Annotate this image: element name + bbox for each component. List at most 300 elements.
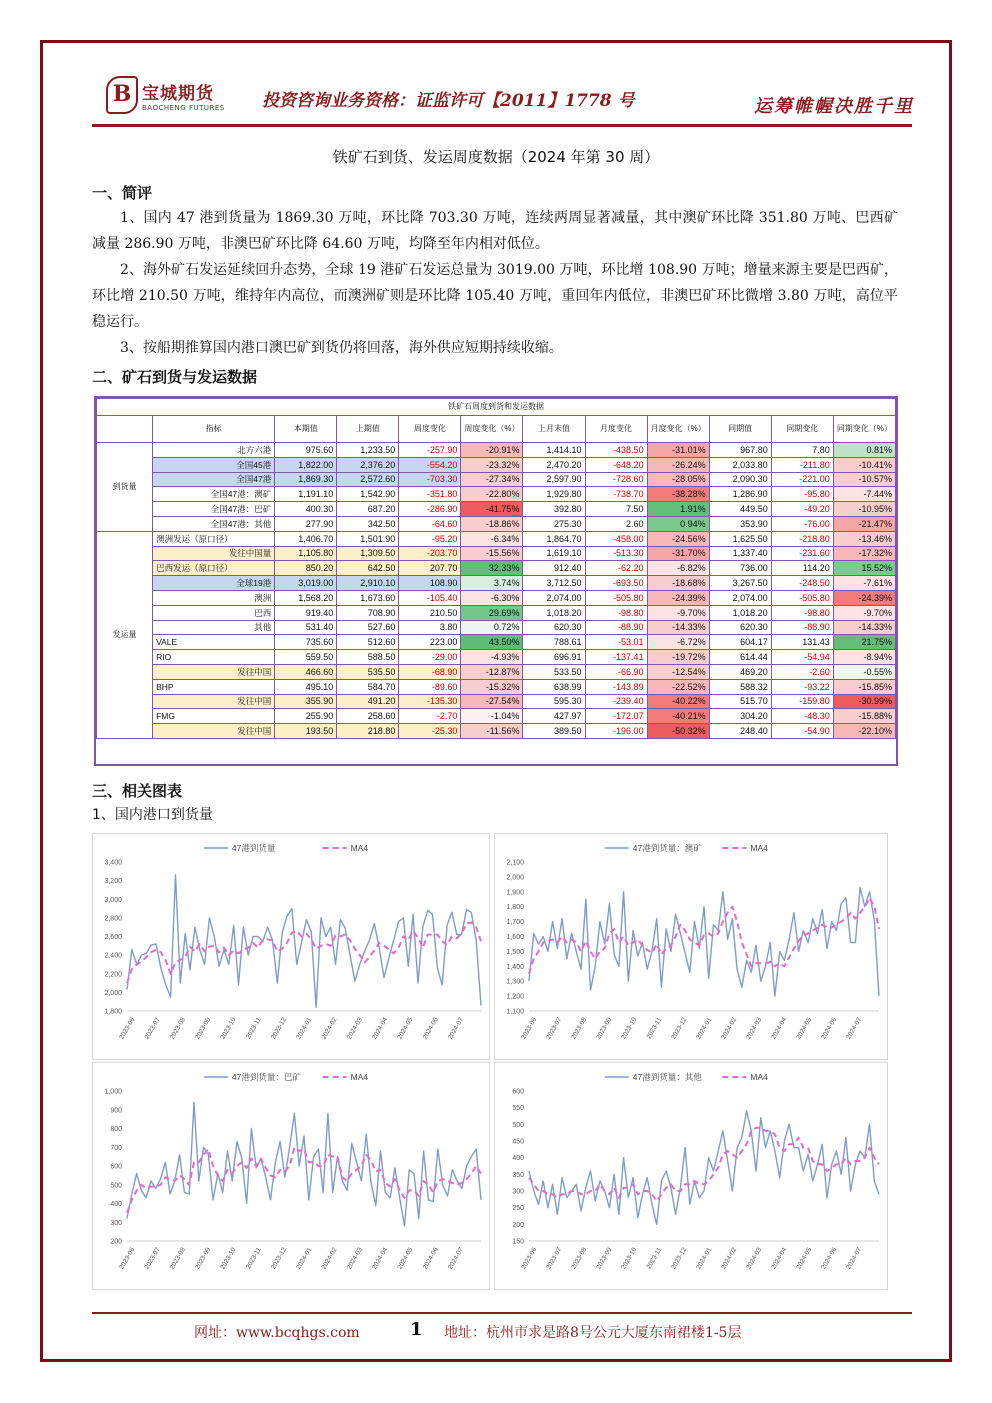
x-tick-label: 2024-06 [421,1246,440,1271]
legend-label: MA4 [350,1072,369,1082]
table-cell: 114.20 [771,561,833,576]
iron-ore-weekly-table [96,398,896,739]
table-cell: -143.89 [585,679,647,694]
group-arrival: 到货量 [97,443,153,532]
table-cell: -30.99% [833,694,895,709]
document-title: 铁矿石到货、发运周度数据（2024 年第 30 周） [332,148,660,166]
x-tick-label: 2023-11 [645,1246,664,1271]
page-header [92,72,912,126]
x-tick-label: 2023-09 [194,1246,213,1271]
y-tick-label: 1,100 [506,1008,524,1016]
y-tick-label: 1,200 [506,993,524,1001]
logo-mark-icon: B [106,76,138,114]
x-tick-label: 2024-02 [320,1016,339,1041]
table-cell: -98.80 [771,605,833,620]
table-cell: -26.24% [647,457,709,472]
section1-body [92,205,898,361]
table-cell: -6.82% [647,561,709,576]
table-cell: -2.60 [771,664,833,679]
y-tick-label: 500 [512,1121,524,1129]
table-row [97,457,896,472]
table-cell: -27.34% [461,472,523,487]
table-cell: -31.01% [647,443,709,458]
col-header: 同期变化 [771,416,833,443]
table-cell: 3,712.50 [523,576,585,591]
x-tick-label: 2023-08 [570,1016,589,1041]
x-tick-label: 2023-12 [670,1246,689,1271]
table-cell: -54.94 [771,650,833,665]
table-cell: -10.95% [833,502,895,517]
table-cell: -24.39% [647,590,709,605]
table-cell: 1,191.10 [275,487,337,502]
y-tick-label: 1,900 [506,889,524,897]
y-tick-label: 1,500 [506,948,524,956]
table-cell: 512.60 [337,635,399,650]
table-cell: 1,309.50 [337,546,399,561]
table-cell: 1,018.20 [709,605,771,620]
table-cell: -438.50 [585,443,647,458]
table-row [97,546,896,561]
table-row [97,561,896,576]
table-cell: -14.33% [833,620,895,635]
table-cell: -15.85% [833,679,895,694]
table-cell: 469.20 [709,664,771,679]
table-cell: -95.80 [771,487,833,502]
table-cell: -38.28% [647,487,709,502]
series-line-main [127,875,481,1007]
table-cell: 7.50 [585,502,647,517]
row-indicator: 北方六港 [153,443,275,458]
x-tick-label: 2024-06 [820,1246,839,1271]
table-cell: -18.86% [461,516,523,531]
table-cell: -218.80 [771,531,833,546]
y-tick-label: 1,800 [506,904,524,912]
table-cell: 1,542.90 [337,487,399,502]
table-cell: 218.80 [337,724,399,739]
x-tick-label: 2024-02 [720,1016,739,1041]
table-cell: 515.70 [709,694,771,709]
table-cell: -22.52% [647,679,709,694]
table-cell: 400.30 [275,502,337,517]
table-cell: 3,019.00 [275,576,337,591]
table-cell: 0.81% [833,443,895,458]
table-cell: 2.60 [585,516,647,531]
section3-sub1 [92,802,898,828]
table-cell: -221.00 [771,472,833,487]
table-row [97,590,896,605]
x-tick-label: 2023-12 [270,1016,289,1041]
chart-arrivals-aus [494,833,888,1060]
comment-para-2: 2、海外矿石发运延续回升态势，全球 19 港矿石发运总量为 3019.00 万吨，环比增 108.90 万吨；增量来源主要是巴西矿，环比增 210.50 万吨，维持年内高位，而澳洲矿则是环比降 105.40 万吨，重回年内低位，非澳巴矿环比微增 3.80 万吨，高位平稳运行。 [92,262,898,330]
table-cell: 588.50 [337,650,399,665]
y-tick-label: 1,400 [506,963,524,971]
table-cell: 43.50% [461,635,523,650]
table-cell: -8.94% [833,650,895,665]
y-tick-label: 550 [512,1105,524,1113]
table-cell: 638.99 [523,679,585,694]
table-cell: 392.80 [523,502,585,517]
table-cell: -14.33% [647,620,709,635]
x-tick-label: 2024-05 [795,1246,814,1271]
table-cell: -7.44% [833,487,895,502]
y-tick-label: 1,600 [506,934,524,941]
group-shipping: 发运量 [97,531,153,738]
table-row [97,694,896,709]
table-cell: -137.41 [585,650,647,665]
x-tick-label: 2023-07 [143,1246,162,1271]
table-cell: 1,869.30 [275,472,337,487]
table-cell: -41.75% [461,502,523,517]
legend-label: MA4 [750,843,768,853]
y-tick-label: 300 [110,1219,122,1227]
y-tick-label: 2,000 [104,989,122,997]
x-tick-label: 2023-07 [545,1246,564,1271]
table-cell: -196.00 [585,724,647,739]
table-cell: -25.30 [399,724,461,739]
x-tick-label: 2023-06 [520,1246,539,1271]
table-cell: -13.46% [833,531,895,546]
table-cell: -18.68% [647,576,709,591]
row-indicator: 巴西发运（原口径） [153,561,275,576]
table-row [97,443,896,458]
header-divider [92,124,912,127]
table-cell: 258.60 [337,709,399,724]
table-cell: 1,864.70 [523,531,585,546]
legend-label: 47港到货量 [231,843,276,853]
table-cell: 2,470.20 [523,457,585,472]
table-cell: 2,910.10 [337,576,399,591]
x-tick-label: 2023-12 [270,1246,289,1271]
x-tick-label: 2023-09 [595,1016,614,1041]
y-tick-label: 500 [110,1182,122,1190]
row-indicator: 澳洲发运（原口径） [153,531,275,546]
table-row [97,724,896,739]
legend-label: 47港到货量：澳矿 [632,843,702,853]
table-cell: -231.60 [771,546,833,561]
series-line-main [127,1102,481,1226]
row-indicator: 全国47港：澳矿 [153,487,275,502]
table-cell: -648.20 [585,457,647,472]
table-cell: -15.88% [833,709,895,724]
x-tick-label: 2023-11 [244,1016,263,1041]
table-row [97,576,896,591]
table-cell: -10.41% [833,457,895,472]
table-cell: 1,501.90 [337,531,399,546]
y-tick-label: 600 [512,1088,524,1096]
table-cell: 193.50 [275,724,337,739]
table-cell: 696.91 [523,650,585,665]
table-cell: 584.70 [337,679,399,694]
x-tick-label: 2024-05 [396,1016,415,1041]
row-indicator: VALE [153,635,275,650]
table-cell: 3,267.50 [709,576,771,591]
x-tick-label: 2024-04 [770,1246,789,1271]
table-cell: -98.80 [585,605,647,620]
table-row [97,679,896,694]
table-cell: 29.69% [461,605,523,620]
table-cell: -554.20 [399,457,461,472]
table-cell: -49.20 [771,502,833,517]
x-tick-label: 2023-09 [595,1246,614,1271]
row-indicator: 全国47港：巴矿 [153,502,275,517]
table-cell: 355.90 [275,694,337,709]
logo-en: BAOCHENG FUTURES [142,103,225,112]
table-cell: -286.90 [399,502,461,517]
y-tick-label: 800 [110,1126,122,1133]
x-tick-label: 2024-02 [320,1246,339,1271]
row-indicator: BHP [153,679,275,694]
table-cell: -19.72% [647,650,709,665]
table-cell: -239.40 [585,694,647,709]
table-cell: -505.80 [585,590,647,605]
x-tick-label: 2024-07 [845,1246,864,1271]
y-tick-label: 3,000 [104,896,122,904]
y-tick-label: 900 [110,1107,122,1115]
table-cell: 912.40 [523,561,585,576]
table-cell: -6.30% [461,590,523,605]
table-cell: 2,090.30 [709,472,771,487]
table-cell: 1,625.50 [709,531,771,546]
x-tick-label: 2024-01 [695,1246,714,1271]
table-cell: -27.54% [461,694,523,709]
table-cell: 975.60 [275,443,337,458]
company-logo [106,76,225,114]
table-row [97,472,896,487]
table-cell: 1,568.20 [275,590,337,605]
x-tick-label: 2024-05 [396,1246,415,1271]
legend-label: MA4 [350,843,369,853]
table-cell: -50.32% [647,724,709,739]
x-tick-label: 2024-04 [770,1016,789,1041]
table-row [97,516,896,531]
col-header: 周度变化（%） [461,416,523,443]
table-cell: 535.50 [337,664,399,679]
table-cell: -23.32% [461,457,523,472]
data-table-frame [94,396,898,766]
table-cell: -15.32% [461,679,523,694]
table-cell: 588.32 [709,679,771,694]
table-cell: 1,822.00 [275,457,337,472]
x-tick-label: 2024-04 [371,1016,390,1041]
table-cell: 466.60 [275,664,337,679]
table-cell: -12.54% [647,664,709,679]
legend-label: 47港到货量：其他 [632,1072,702,1082]
x-tick-label: 2023-07 [545,1016,564,1041]
table-cell: -95.20 [399,531,461,546]
table-cell: 7.80 [771,443,833,458]
section1-heading: 一、简评 [92,184,153,202]
y-tick-label: 350 [512,1171,524,1179]
table-cell: -135.30 [399,694,461,709]
table-cell: -703.30 [399,472,461,487]
table-cell: -248.50 [771,576,833,591]
table-cell: -738.70 [585,487,647,502]
table-cell: 736.00 [709,561,771,576]
y-tick-label: 2,200 [104,971,122,979]
row-indicator: 澳洲 [153,590,275,605]
table-cell: -11.56% [461,724,523,739]
table-row [97,664,896,679]
footer-divider [92,1312,912,1314]
table-cell: -693.50 [585,576,647,591]
table-cell: -458.00 [585,531,647,546]
footer-website[interactable]: 网址：www.bcqhgs.com [194,1325,360,1341]
x-tick-label: 2023-12 [670,1016,689,1041]
table-cell: -29.00 [399,650,461,665]
table-cell: 131.43 [771,635,833,650]
x-tick-label: 2024-06 [820,1016,839,1041]
table-cell: -257.90 [399,443,461,458]
col-header: 月度变化（%） [647,416,709,443]
table-cell: 604.17 [709,635,771,650]
table-cell: 304.20 [709,709,771,724]
x-tick-label: 2023-10 [620,1016,639,1041]
table-cell: -89.60 [399,679,461,694]
x-tick-label: 2024-02 [720,1246,739,1271]
table-cell: 708.90 [337,605,399,620]
x-tick-label: 2024-01 [695,1016,714,1041]
table-cell: 353.90 [709,516,771,531]
table-cell: 15.52% [833,561,895,576]
x-tick-label: 2024-07 [447,1016,466,1041]
x-tick-label: 2023-06 [520,1016,539,1041]
table-cell: -6.72% [647,635,709,650]
table-cell: 642.50 [337,561,399,576]
table-cell: 491.20 [337,694,399,709]
table-row [97,605,896,620]
row-indicator: 发往中国 [153,724,275,739]
y-tick-label: 2,400 [104,952,122,960]
row-indicator: 全国47港 [153,472,275,487]
table-cell: 735.60 [275,635,337,650]
section3-heading: 三、相关图表 [92,782,183,800]
table-cell: 0.72% [461,620,523,635]
table-cell: 2,074.00 [709,590,771,605]
table-row [97,531,896,546]
table-cell: -22.10% [833,724,895,739]
table-cell: 919.40 [275,605,337,620]
table-cell: 2,572.60 [337,472,399,487]
table-cell: -24.39% [833,590,895,605]
y-tick-label: 1,000 [104,1088,122,1096]
sub1-label: 1、国内港口到货量 [92,807,213,823]
table-cell: 275.30 [523,516,585,531]
table-cell: 248.40 [709,724,771,739]
table-cell: -40.22% [647,694,709,709]
y-tick-label: 200 [512,1221,524,1229]
page-number: 1 [410,1319,423,1340]
table-cell: 1,414.10 [523,443,585,458]
table-cell: -0.55% [833,664,895,679]
y-tick-label: 400 [110,1201,122,1208]
table-cell: 1.91% [647,502,709,517]
table-cell: 3.74% [461,576,523,591]
x-tick-label: 2023-07 [143,1016,162,1041]
table-cell: 3.80 [399,620,461,635]
x-tick-label: 2023-10 [219,1246,238,1271]
table-cell: -62.20 [585,561,647,576]
row-indicator: 全国45港 [153,457,275,472]
table-cell: -7.61% [833,576,895,591]
x-tick-label: 2024-01 [295,1246,314,1271]
x-tick-label: 2024-06 [421,1016,440,1041]
table-cell: 223.00 [399,635,461,650]
table-cell: 210.50 [399,605,461,620]
table-cell: -68.90 [399,664,461,679]
x-tick-label: 2024-03 [345,1246,364,1271]
x-tick-label: 2023-11 [645,1016,664,1041]
table-cell: -22.80% [461,487,523,502]
series-line-main [529,887,879,996]
table-cell: 108.90 [399,576,461,591]
table-cell: -4.93% [461,650,523,665]
table-cell: 595.30 [523,694,585,709]
section2-heading: 二、矿石到货与发运数据 [92,368,258,386]
col-header-group [97,416,153,443]
x-tick-label: 2023-06 [118,1246,137,1271]
table-cell: 1,286.90 [709,487,771,502]
table-cell: 687.20 [337,502,399,517]
x-tick-label: 2024-04 [371,1246,390,1271]
slogan-text: 运筹帷幄决胜千里 [754,96,914,117]
table-cell: -88.90 [771,620,833,635]
y-tick-label: 150 [512,1238,524,1246]
table-cell: 207.70 [399,561,461,576]
x-tick-label: 2024-07 [447,1246,466,1271]
table-cell: -15.56% [461,546,523,561]
table-cell: 2,033.80 [709,457,771,472]
table-cell: 21.75% [833,635,895,650]
table-cell: 2,376.20 [337,457,399,472]
col-header: 月度变化 [585,416,647,443]
table-cell: -728.60 [585,472,647,487]
table-cell: 1,105.80 [275,546,337,561]
x-tick-label: 2023-08 [168,1246,187,1271]
table-cell: 32.33% [461,561,523,576]
table-cell: 342.50 [337,516,399,531]
table-title: 铁矿石周度到货和发运数据 [97,399,896,416]
comment-para-3: 3、按船期推算国内港口澳巴矿到货仍将回落，海外供应短期持续收缩。 [120,340,563,356]
table-cell: -88.90 [585,620,647,635]
table-cell: 614.44 [709,650,771,665]
table-cell: 1,337.40 [709,546,771,561]
table-cell: -17.32% [833,546,895,561]
row-indicator: 发往中国 [153,664,275,679]
table-cell: -54.90 [771,724,833,739]
table-cell: -351.80 [399,487,461,502]
col-header: 上期值 [337,416,399,443]
x-tick-label: 2023-10 [219,1016,238,1041]
logo-cn: 宝城期货 [142,83,214,104]
table-cell: 1,619.10 [523,546,585,561]
x-tick-label: 2023-09 [194,1016,213,1041]
legend-label: MA4 [750,1072,768,1082]
y-tick-label: 300 [512,1188,524,1196]
table-cell: 527.60 [337,620,399,635]
y-tick-label: 2,600 [104,934,122,941]
table-cell: -9.70% [647,605,709,620]
table-cell: -513.30 [585,546,647,561]
table-cell: 620.30 [523,620,585,635]
table-cell: 788.61 [523,635,585,650]
row-indicator: 巴西 [153,605,275,620]
legend-label: 47港到货量：巴矿 [231,1072,301,1082]
col-header: 同期值 [709,416,771,443]
col-header: 本期值 [275,416,337,443]
row-indicator: 其他 [153,620,275,635]
chart-arrivals-47 [92,833,490,1060]
table-cell: 255.90 [275,709,337,724]
